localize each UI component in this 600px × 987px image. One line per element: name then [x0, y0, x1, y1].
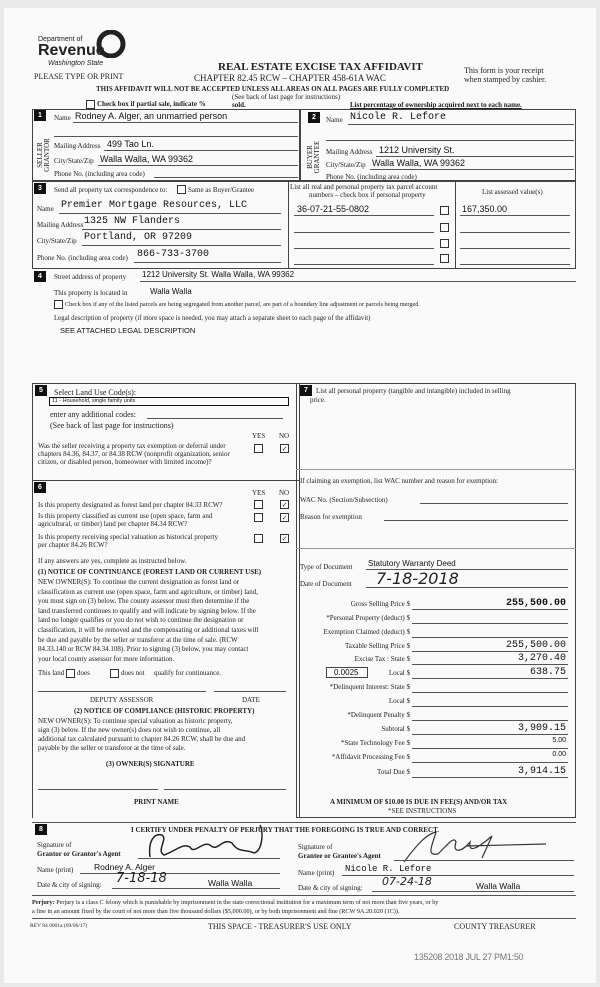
does-qualify-checkbox[interactable]	[66, 669, 75, 678]
document-type[interactable]: Statutory Warranty Deed	[368, 559, 456, 568]
seller-name[interactable]: Rodney A. Alger, an unmarried person	[75, 111, 228, 121]
buyer-city[interactable]: Walla Walla, WA 99362	[372, 158, 466, 168]
same-as-buyer-checkbox[interactable]	[177, 185, 186, 194]
tax-row-label: *State Technology Fee $	[340, 739, 410, 747]
owner-print-name-line[interactable]	[164, 789, 286, 790]
perjury-notice: Perjury: Perjury is a class C felony which is punishable by imprisonment in the state correctional institution for a maximum term of not more than five years, or by a fine in an amount fixed by the court of not more than five thousand dollars ($5,000.00), or by both imprisonment and fine (RCW 9A.20.020 (1C)).	[32, 899, 439, 915]
notice-line: 84.33.140 or RCW 84.34.108). Prior to signing (3) below, you may contact	[38, 645, 249, 654]
forest-land-no-checkbox[interactable]: ✓	[281, 501, 288, 509]
dor-logo-icon	[96, 30, 126, 58]
historic-no-checkbox[interactable]: ✓	[281, 535, 288, 543]
tax-row-label: *Affidavit Processing Fee $	[331, 753, 410, 761]
notice-line: your local county assessor for more information.	[38, 654, 175, 663]
personal-property-checkbox[interactable]	[440, 254, 449, 263]
affidavit-page: Department of Revenue Washington State REAL ESTATE EXCISE TAX AFFIDAVIT PLEASE TYPE OR PRINT CHAPTER 82.45 RCW – CHAPTER 458-61A WAC This form is your receipt when stamped by cashier. THIS AFFIDAVIT WILL NOT BE ACCEPTED UNLESS ALL AREAS ON ALL PAGES ARE FULLY COMPLETED (See back of last page for instructions) Check box if partial sale, indicate % sold. List percentage of ownership acquired next to each name. 1 SELLER GRANTOR Name Rodney A. Alger, an unmarried person Mailing Address 499 Tao Ln. City/State/Zip Walla Walla, WA 99362 Phone No. (including area code) 2 BUYER GRANTEE Name Nicole R. Lefore Mailing Address 1212 University St. City/State/Zip Walla Walla, WA 99362 Phone No. (including area code) 3 Send all property tax correspondence to: Same as Buyer/Grantee Name Premier Mortgage Resources, LLC Mailing Address 1325 NW Flanders City/State/Zip Portland, OR 97209 Phone No. (including area code) 866-733-3700 List all real and personal property tax parcel account numbers – check box if personal property List assessed value(s) 36-07-21-55-0802 167,350.00 4 Street address of property 1212 University St. Walla Walla, WA 99362 This property is located in Walla Walla Check box if any of the listed parcels are being segregated from another parcel, are part of a boundary line adjustment or parcels being merged. Legal description of property (if more space is needed, you may attach a separate sheet to each page of the affidavit) SEE ATTACHED LEGAL DESCRIPTION 5 Select Land Use Code(s): 11 - Household, single family units enter any additional codes: (See back of last page for instructions) YES NO Was the seller receiving a property tax exemption or deferral under chapters 84.36, 84.37, or 84.38 RCW (nonprofit organization, senior citizen, or disabled person, homeowner with limited income)? ✓ 6 YES NO Is this property designated as forest land per chapter 84.33 RCW? ✓ Is this property classified as current use (open space, farm and agricultural, or timber) land per chapter 84.34 RCW? ✓ Is this property receiving special valuation as historical property per chapter 84.26 RCW? ✓ If any answers are yes, complete as instructed below. (1) NOTICE OF CONTINUANCE (FOREST LAND OR CURRENT USE) This land does does not qualify for continuance. DEPUTY ASSESSOR DATE (2) NOTICE OF COMPLIANCE (HISTORIC PROPERTY) (3) OWNER(S) SIGNATURE PRINT NAME 7 List all personal property (tangible and intangible) included in selling price. If claiming an exemption, list WAC number and reason for exemption: WAC No. (Section/Subsection) Reason for exemption Type of Document Statutory Warranty Deed Date of Document 7-18-2018 0.0025 A MINIMUM OF $10.00 IS DUE IN FEE(S) AND/OR TAX *SEE INSTRUCTIONS 8 I CERTIFY UNDER PENALTY OF PERJURY THAT THE FOREGOING IS TRUE AND CORRECT. Signature of Grantor or Grantor's Agent Name (print) Rodney A. Alger Date & city of signing: 7-18-18 Walla Walla Signature of Grantee or Grantee's Agent Name (print) Nicole R. Lefore Date & city of signing: 07-24-18 Walla Walla Perjury: Perjury is a class C felony which is punishable by imprisonment in the state correctional institution for a maximum term of not more than five years, or by a fine in an amount fixed by the court of not more than five thousand dollars ($5,000.00), or by both imprisonment and fine (RCW 9A.20.020 (1C)). REV 84 0001a (09/06/17) THIS SPACE - TREASURER'S USE ONLY COUNTY TREASURER 135208 2018 JUL 27 PM1:50 NEW OWNER(S): To continue the current designation as forest land or classification as current use (open space, farm and agriculture, or timber) land, you must sign on (3) below. The county assessor must then determine if the land transferred continues to qualify and will indicate by signing below. If the land no longer qualifies or you do not wish to continue the designation or classification, it will be removed and the compensating or additional taxes will be due and payable by the seller or transferor at the time of sale. (RCW 84.33.140 or RCW 84.34.108). Prior to signing (3) below, you may contact your local county assessor for more information. NEW OWNER(S): To continue special valuation as historic property, sign (3) below. If the new owner(s) does not wish to continue, all additional tax calculated pursuant to chapter 84.26 RCW, shall be due and payable by the seller or transferor at the time of sale. Gross Selling Price $ 255,500.00 *Personal Property (deduct) $ Exemption Claimed (deduct) $ Taxable Selling Price $ 255,500.00 Excise Tax : State $ 3,270.40 Local $ 638.75 *Delinquent Interest: State $ Local $ *Delinquent Penalty $ Subtotal $ 3,909.15 *State Technology Fee $ 5.00 *Affidavit Processing Fee $ 0.00 Total Due $ 3,914.15	[4, 8, 596, 983]
seller-city[interactable]: Walla Walla, WA 99362	[100, 154, 194, 164]
correspondence-city[interactable]: Portland, OR 97209	[84, 232, 193, 243]
assessed-value[interactable]: 167,350.00	[462, 204, 508, 214]
forest-land-yes-checkbox[interactable]	[254, 500, 263, 509]
tax-row-label: Taxable Selling Price $	[344, 642, 410, 650]
tax-row-value[interactable]: 3,270.40	[517, 653, 566, 664]
grantee-print-name[interactable]: Nicole R. Lefore	[345, 864, 432, 874]
notice-line: be due and payable by the seller or transferor at the time of sale. (RCW	[38, 635, 238, 644]
buyer-name[interactable]: Nicole R. Lefore	[350, 112, 447, 123]
notice-line: payable by the seller or transferor at the time of sale.	[38, 744, 186, 752]
tax-row-value[interactable]: 255,500.00	[505, 640, 566, 651]
tax-row-value[interactable]: 5.00	[552, 737, 566, 744]
notice-line: NEW OWNER(S): To continue special valuation as historic property,	[38, 717, 233, 725]
grantor-print-name[interactable]: Rodney A. Alger	[94, 862, 155, 872]
owner-signature-line[interactable]	[38, 789, 158, 790]
tax-row-label: *Delinquent Penalty $	[347, 711, 410, 719]
document-date[interactable]: 7-18-2018	[376, 569, 459, 588]
personal-property-checkbox[interactable]	[440, 206, 449, 215]
notice-line: sign (3) below. If the new owner(s) does not wish to continue, all	[38, 726, 221, 734]
tax-row-label: Subtotal $	[381, 725, 410, 733]
tax-row-label: *Personal Property (deduct) $	[326, 614, 410, 622]
grantor-sign-date[interactable]: 7-18-18	[116, 871, 167, 886]
grantee-sign-city[interactable]: Walla Walla	[476, 881, 521, 891]
notice-line: additional tax calculated pursuant to chapter 84.26 RCW, shall be due and	[38, 735, 246, 743]
notice-line: you must sign on (3) below. The county assessor must then determine if the	[38, 597, 250, 606]
exemption-no-checkbox[interactable]: ✓	[281, 445, 288, 453]
land-use-code-select[interactable]: 11 - Household, single family units	[49, 397, 289, 406]
buyer-address[interactable]: 1212 University St.	[379, 145, 455, 155]
segregated-checkbox[interactable]	[54, 300, 63, 309]
tax-row-value[interactable]: 3,909.15	[517, 723, 566, 734]
current-use-no-checkbox[interactable]: ✓	[281, 514, 288, 522]
notice-line: classification as current use (open space, farm and agriculture, or timber) land,	[38, 587, 259, 596]
tax-row-label: Total Due $	[377, 768, 410, 776]
notice-line: classification, it will be removed and the compensating or additional taxes will	[38, 626, 259, 634]
personal-property-checkbox[interactable]	[440, 239, 449, 248]
tax-row-label: *Delinquent Interest: State $	[329, 683, 410, 691]
tax-row-value[interactable]: 0.00	[552, 751, 566, 758]
tax-row-value[interactable]: 3,914.15	[517, 766, 566, 777]
correspondence-name[interactable]: Premier Mortgage Resources, LLC	[61, 200, 248, 211]
grantee-sign-date[interactable]: 07-24-18	[382, 875, 432, 888]
grantor-sign-city[interactable]: Walla Walla	[208, 878, 253, 888]
personal-property-checkbox[interactable]	[440, 223, 449, 232]
correspondence-address[interactable]: 1325 NW Flanders	[84, 216, 181, 227]
seller-address[interactable]: 499 Tao Ln.	[107, 139, 154, 149]
tax-row-label: Excise Tax : State $	[354, 655, 410, 663]
notice-line: land no longer qualifies or you do not wish to continue the designation or	[38, 616, 244, 625]
property-county[interactable]: Walla Walla	[150, 287, 192, 296]
current-use-yes-checkbox[interactable]	[254, 513, 263, 522]
form-title: REAL ESTATE EXCISE TAX AFFIDAVIT	[218, 61, 423, 73]
notice-line: land transferred continues to qualify and will indicate by signing below. If the	[38, 606, 256, 615]
tax-row-value[interactable]: 638.75	[529, 667, 566, 678]
tax-row-value[interactable]: 255,500.00	[505, 598, 566, 609]
tax-row-label: Local $	[388, 697, 410, 705]
wac-number-field[interactable]	[420, 503, 568, 504]
receipt-stamp: 135208 2018 JUL 27 PM1:50	[414, 952, 524, 962]
historic-yes-checkbox[interactable]	[254, 534, 263, 543]
exemption-reason-field[interactable]	[384, 520, 568, 521]
partial-sale-checkbox[interactable]	[86, 100, 95, 109]
exemption-yes-checkbox[interactable]	[254, 444, 263, 453]
notice-line: NEW OWNER(S): To continue the current designation as forest land or	[38, 578, 240, 586]
tax-row-label: Exemption Claimed (deduct) $	[323, 628, 410, 636]
tax-row-label: Local $	[388, 669, 410, 677]
parcel-number[interactable]: 36-07-21-55-0802	[297, 204, 370, 214]
tax-row-label: Gross Selling Price $	[350, 600, 410, 608]
property-street[interactable]: 1212 University St. Walla Walla, WA 99362	[142, 270, 295, 279]
local-rate-field[interactable]: 0.0025	[326, 667, 368, 678]
legal-description[interactable]: SEE ATTACHED LEGAL DESCRIPTION	[60, 326, 196, 335]
does-not-qualify-checkbox[interactable]	[110, 669, 119, 678]
grantor-signature[interactable]	[142, 823, 272, 868]
correspondence-phone[interactable]: 866-733-3700	[137, 249, 210, 260]
